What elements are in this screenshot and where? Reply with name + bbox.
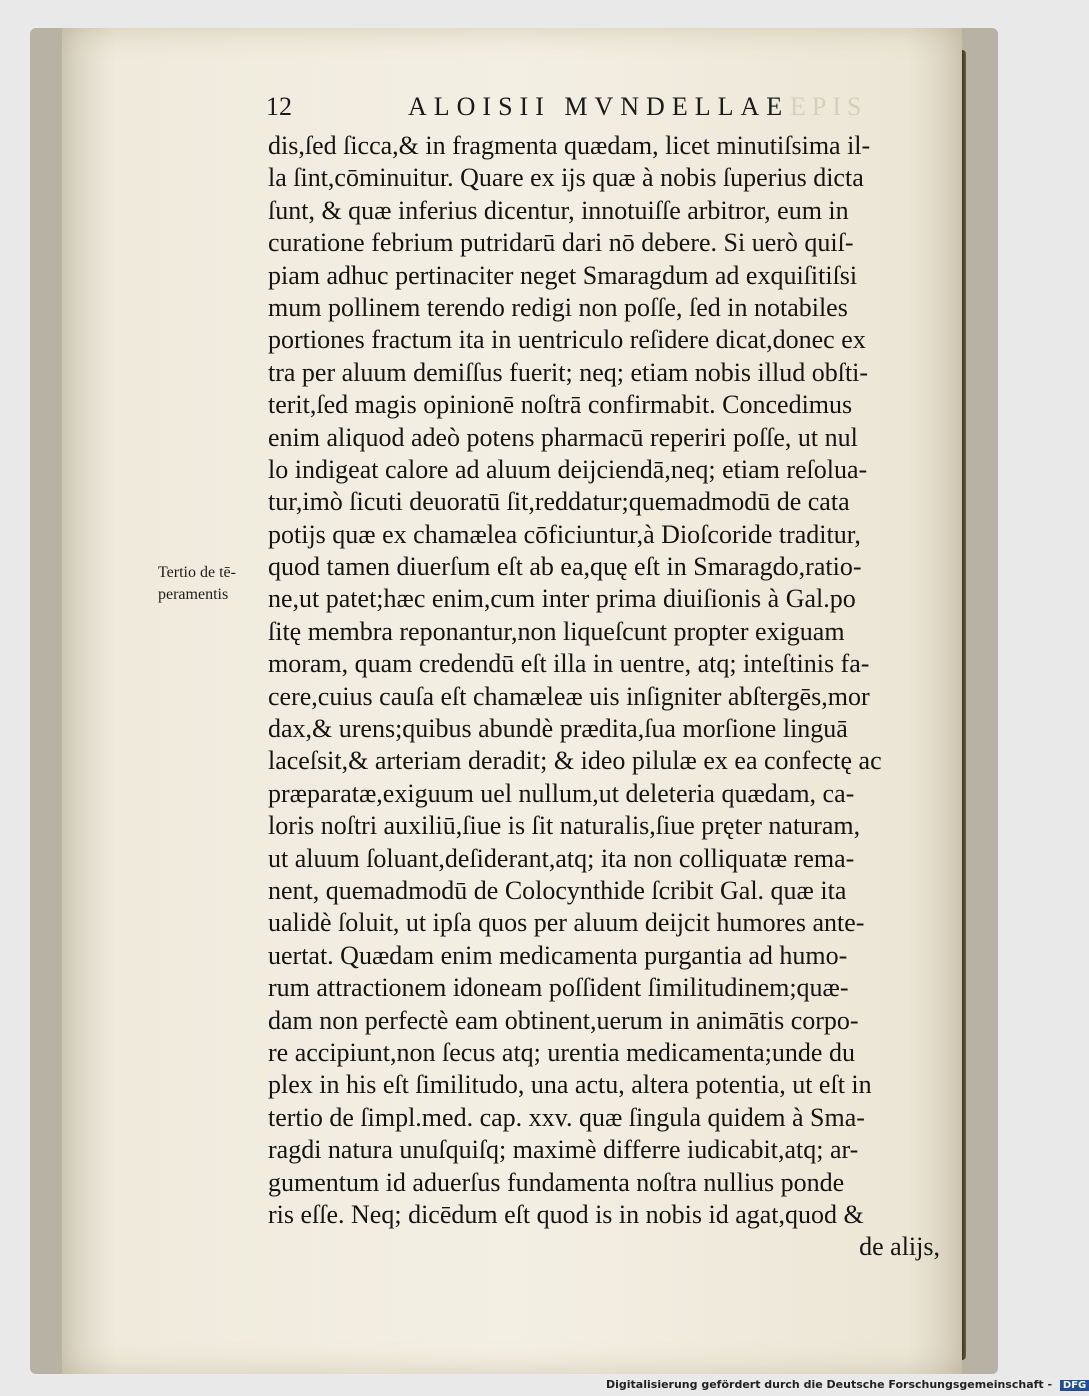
text-line: plex in his eſt ſimilitudo, una actu, altera potentia, ut eſt in (268, 1070, 872, 1100)
text-line: ſunt, & quæ inferius dicentur, innotuiſſe arbitror, eum in (268, 195, 849, 225)
text-line: ualidè ſoluit, ut ipſa quos per aluum deijcit humores ante- (268, 908, 865, 938)
text-line: tur,imò ſicuti deuoratū ſit,reddatur;quemadmodū de cata (268, 487, 850, 517)
text-line: ſitę membra reponantur,non liqueſcunt propter exiguam (268, 616, 845, 646)
text-line: ris eſſe. Neq; dicēdum eſt quod is in nobis id agat,quod & (268, 1199, 864, 1229)
marginal-note (158, 562, 268, 606)
text-line: piam adhuc pertinaciter neget Smaragdum ad exquiſitiſsi (268, 260, 858, 290)
dfg-logo: DFG (1060, 1380, 1089, 1391)
text-line: portiones fractum ita in uentriculo reſidere dicat,donec ex (268, 325, 866, 355)
digitization-credit (606, 1378, 1089, 1394)
text-line: moram, quam credendū eſt illa in uentre, atq; inteſtinis fa- (268, 649, 870, 679)
body-text (268, 130, 940, 1264)
text-line: re accipiunt,non ſecus atq; urentia medicamenta;unde du (268, 1037, 855, 1067)
text-line: nent, quemadmodū de Colocynthide ſcribit Gal. quæ ita (268, 875, 847, 905)
marginal-note-line: Tertio de tē- (158, 564, 236, 581)
text-line: dis,ſed ſicca,& in fragmenta quædam, licet minutiſsima il- (268, 131, 871, 160)
text-line: ut aluum ſoluant,deſiderant,atq; ita non colliquatæ rema- (268, 843, 855, 873)
text-line: gumentum id aduerſus fundamenta noſtra nullius ponde (268, 1167, 845, 1197)
text-line: mum pollinem terendo redigi non poſſe, ſed in notabiles (268, 292, 848, 322)
text-line: curatione febrium putridarū dari nō debere. Si uerò quiſ- (268, 228, 854, 258)
text-line: laceſsit,& arteriam deradit; & ideo pilulæ ex ea confectę ac (268, 746, 882, 776)
digitization-credit-text: Digitalisierung gefördert durch die Deutsche Forschungsgemeinschaft - (606, 1378, 1053, 1391)
text-line: loris noſtri auxiliū,ſiue is ſit naturalis,ſiue pręter naturam, (268, 811, 861, 841)
page-number: 12 (266, 92, 292, 121)
text-line: dax,& urens;quibus abundè prædita,ſua morſione linguā (268, 714, 848, 744)
text-line: quod tamen diuerſum eſt ab ea,quę eſt in Smaragdo,ratio- (268, 552, 862, 582)
text-line: terit,ſed magis opinionē noſtrā confirmabit. Concedimus (268, 390, 853, 420)
running-head: ALOISII MVNDELLAE (408, 92, 790, 121)
catchword: de alijs, (859, 1232, 940, 1262)
text-line: ragdi natura unuſquiſq; maximè differre iudicabit,atq; ar- (268, 1135, 859, 1165)
bleed-through-text: EPIS (790, 92, 868, 121)
text-line: rum attractionem idoneam poſſident ſimilitudinem;quæ- (268, 973, 849, 1003)
text-line: enim aliquod adeò potens pharmacū reperiri poſſe, ut nul (268, 422, 858, 452)
text-line: præparatæ,exiguum uel nullum,ut deleteria quædam, ca- (268, 778, 855, 808)
text-line: ne,ut patet;hæc enim,cum inter prima diuiſionis à Gal.po (268, 584, 856, 614)
text-line: dam non perfectè eam obtinent,uerum in animātis corpo- (268, 1005, 859, 1035)
page-header (0, 92, 1000, 132)
text-line: tertio de ſimpl.med. cap. xxv. quæ ſingula quidem à Sma- (268, 1102, 865, 1132)
text-line: cere,cuius cauſa eſt chamæleæ uis inſigniter abſtergēs,mor (268, 681, 870, 711)
text-line: lo indigeat calore ad aluum deijciendā,neq; etiam reſolua- (268, 454, 868, 484)
marginal-note-line: peramentis (158, 586, 229, 603)
text-line: potijs quæ ex chamælea cōficiuntur,à Dioſcoride traditur, (268, 519, 861, 549)
text-line: la ſint,cōminuitur. Quare ex ijs quæ à nobis ſuperius dicta (268, 163, 864, 193)
text-line: tra per aluum demiſſus fuerit; neq; etiam nobis illud obſti- (268, 357, 869, 387)
text-line: uertat. Quædam enim medicamenta purgantia ad humo- (268, 940, 848, 970)
